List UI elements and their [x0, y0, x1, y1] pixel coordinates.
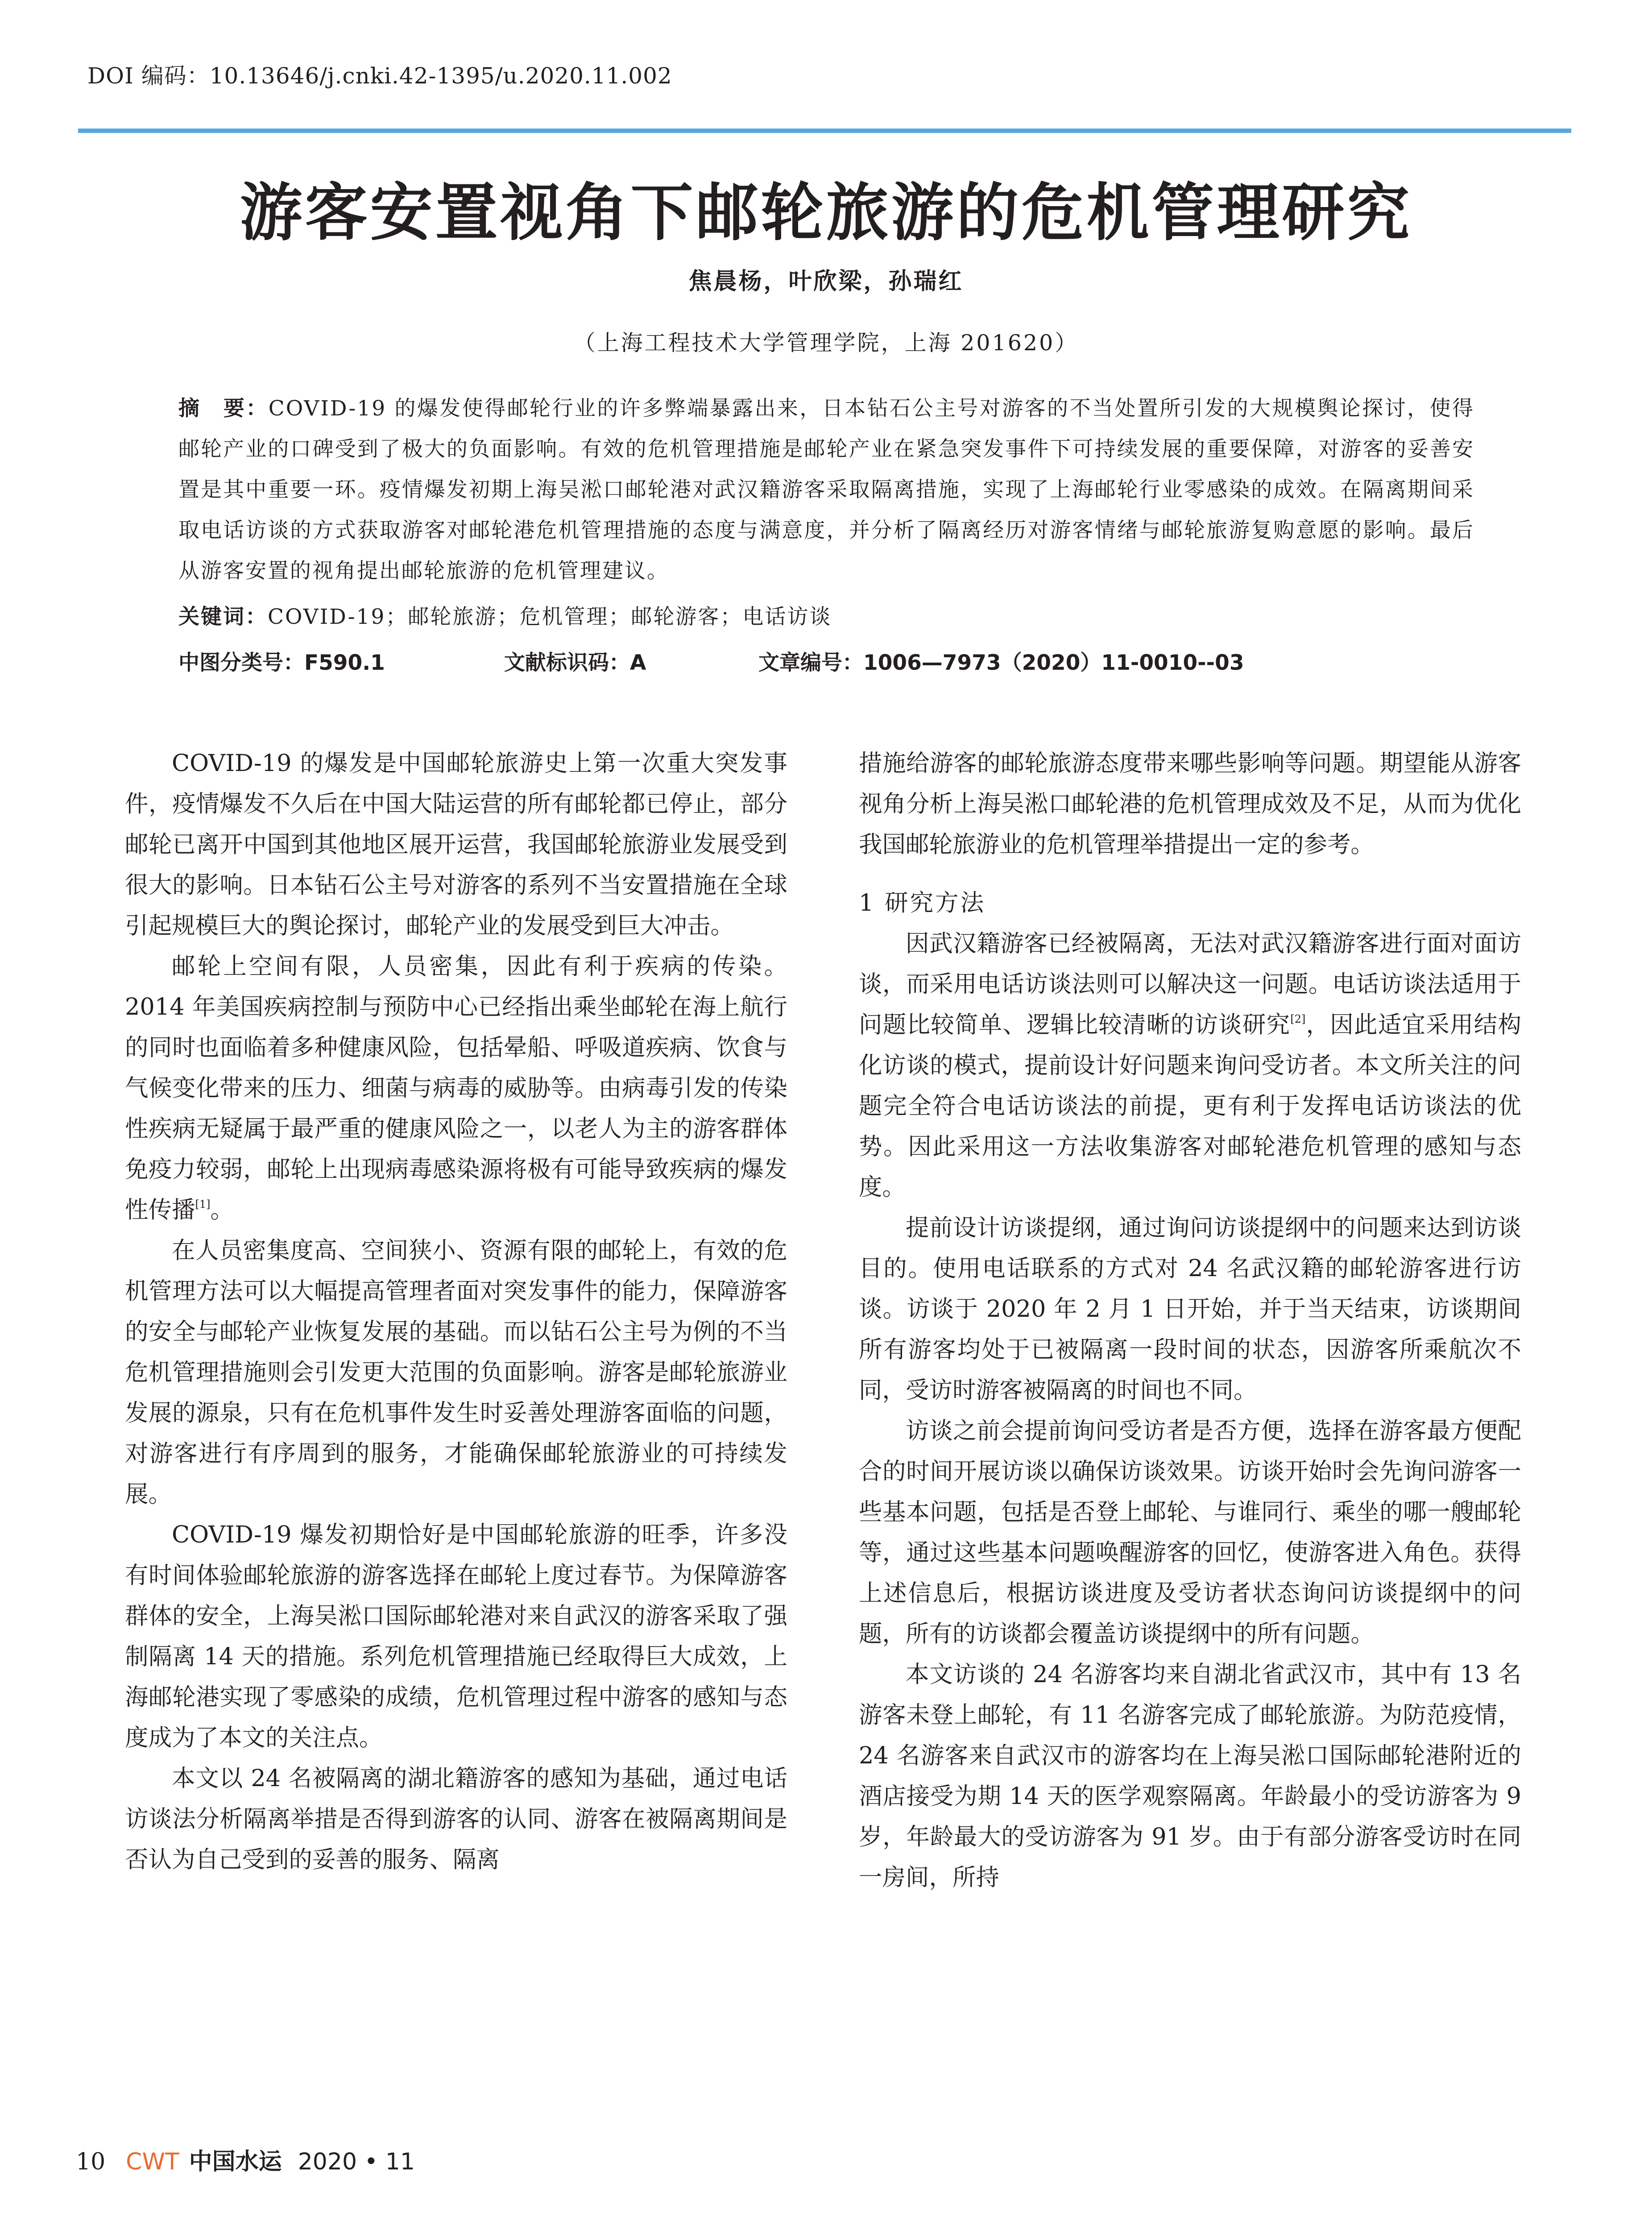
paragraph-text: ，因此适宜采用结构化访谈的模式，提前设计好问题来询问受访者。本文所关注的问题完全符合电话访谈法的前提，更有利于发挥电话访谈法的优势。因此采用这一方法收集游客对邮轮港危机管理的感知与态度。 — [859, 1011, 1521, 1201]
paragraph: 访谈之前会提前询问受访者是否方便，选择在游客最方便配合的时间开展访谈以确保访谈效果。访谈开始时会先询问游客一些基本问题，包括是否登上邮轮、与谁同行、乘坐的哪一艘邮轮等，通过这些基本问题唤醒游客的回忆，使游客进入角色。获得上述信息后，根据访谈进度及受访者状态询问访谈提纲中的问题，所有的访谈都会覆盖访谈提纲中的所有问题。 — [859, 1417, 1521, 1647]
journal-logo: CWT — [126, 2148, 179, 2175]
citation-ref: [2] — [1290, 1013, 1306, 1025]
clc-number: 中图分类号：F590.1 — [178, 651, 385, 675]
paragraph: 措施给游客的邮轮旅游态度带来哪些影响等问题。期望能从游客视角分析上海吴淞口邮轮港的危机管理成效及不足，从而为优化我国邮轮旅游业的危机管理举措提出一定的参考。 — [859, 750, 1521, 858]
authors: 焦晨杨，叶欣梁，孙瑞红 — [688, 268, 964, 295]
article-title: 游客安置视角下邮轮旅游的危机管理研究 — [240, 177, 1412, 249]
abstract — [178, 388, 1474, 591]
abstract-label: 摘 要： — [178, 396, 269, 421]
paragraph: 本文访谈的 24 名游客均来自湖北省武汉市，其中有 13 名游客未登上邮轮，有 11 名游客完成了邮轮旅游。为防范疫情，24 名游客来自武汉市的游客均在上海吴淞口国际邮轮港附近的酒店接受为期 14 天的医学观察隔离。年龄最小的受访游客为 9 岁，年龄最大的受访游客为 91 岁。由于有部分游客受访时在同一房间，所持 — [859, 1661, 1521, 1891]
document-code: 文献标识码：A — [504, 651, 646, 675]
journal-name: 中国水运 — [189, 2148, 282, 2175]
paragraph: COVID-19 的爆发是中国邮轮旅游史上第一次重大突发事件，疫情爆发不久后在中国大陆运营的所有邮轮都已停止，部分邮轮已离开中国到其他地区展开运营，我国邮轮旅游业发展受到很大的影响。日本钻石公主号对游客的系列不当安置措施在全球引起规模巨大的舆论探讨，邮轮产业的发展受到巨大冲击。 — [125, 750, 787, 939]
keywords-label: 关键词： — [178, 605, 268, 629]
doi-header: DOI 编码：10.13646/j.cnki.42-1395/u.2020.11.002 — [87, 63, 672, 89]
issue-label: 2020 • 11 — [298, 2148, 415, 2175]
article-number: 文章编号：1006—7973（2020）11-0010--03 — [758, 651, 1244, 675]
paragraph-text: 因武汉籍游客已经被隔离，无法对武汉籍游客进行面对面访谈，而采用电话访谈法则可以解决这一问题。电话访谈法适用于问题比较简单、逻辑比较清晰的访谈研究 — [859, 930, 1521, 1038]
keywords-text: COVID-19；邮轮旅游；危机管理；邮轮游客；电话访谈 — [268, 605, 832, 629]
paragraph — [859, 923, 1521, 1207]
paragraph: 本文以 24 名被隔离的湖北籍游客的感知为基础，通过电话访谈法分析隔离举措是否得到游客的认同、游客在被隔离期间是否认为自己受到的妥善的服务、隔离 — [125, 1765, 787, 1873]
paragraph-end: 。 — [210, 1196, 234, 1223]
page-footer — [76, 2143, 415, 2176]
paragraph: 提前设计访谈提纲，通过询问访谈提纲中的问题来达到访谈目的。使用电话联系的方式对 24 名武汉籍的邮轮游客进行访谈。访谈于 2020 年 2 月 1 日开始，并于当天结束，访谈期间所有游客均处于已被隔离一段时间的状态，因游客所乘航次不同，受访时游客被隔离的时间也不同。 — [859, 1214, 1521, 1404]
header-rule — [78, 129, 1571, 133]
citation-ref: [1] — [195, 1198, 211, 1211]
body-column-left — [125, 743, 787, 1880]
body-column-right — [859, 743, 1521, 1898]
abstract-text: COVID-19 的爆发使得邮轮行业的许多弊端暴露出来，日本钻石公主号对游客的不当处置所引发的大规模舆论探讨，使得邮轮产业的口碑受到了极大的负面影响。有效的危机管理措施是邮轮产业在紧急突发事件下可持续发展的重要保障，对游客的妥善安置是其中重要一环。疫情爆发初期上海吴淞口邮轮港对武汉籍游客采取隔离措施，实现了上海邮轮行业零感染的成效。在隔离期间采取电话访谈的方式获取游客对邮轮港危机管理措施的态度与满意度，并分析了隔离经历对游客情绪与邮轮旅游复购意愿的影响。最后从游客安置的视角提出邮轮旅游的危机管理建议。 — [178, 396, 1475, 583]
paragraph-text: 邮轮上空间有限，人员密集，因此有利于疾病的传染。2014 年美国疾病控制与预防中心已经指出乘坐邮轮在海上航行的同时也面临着多种健康风险，包括晕船、呼吸道疾病、饮食与气候变化带来的压力、细菌与病毒的威胁等。由病毒引发的传染性疾病无疑属于最严重的健康风险之一，以老人为主的游客群体免疫力较弱，邮轮上出现病毒感染源将极有可能导致疾病的爆发性传播 — [125, 953, 787, 1223]
keywords — [178, 600, 1474, 630]
paragraph: 在人员密集度高、空间狭小、资源有限的邮轮上，有效的危机管理方法可以大幅提高管理者面对突发事件的能力，保障游客的安全与邮轮产业恢复发展的基础。而以钻石公主号为例的不当危机管理措施则会引发更大范围的负面影响。游客是邮轮旅游业发展的源泉，只有在危机事件发生时妥善处理游客面临的问题，对游客进行有序周到的服务，才能确保邮轮旅游业的可持续发展。 — [125, 1237, 787, 1508]
affiliation: （上海工程技术大学管理学院，上海 201620） — [573, 330, 1079, 356]
paragraph: COVID-19 爆发初期恰好是中国邮轮旅游的旺季，许多没有时间体验邮轮旅游的游客选择在邮轮上度过春节。为保障游客群体的安全，上海吴淞口国际邮轮港对来自武汉的游客采取了强制隔离 14 天的措施。系列危机管理措施已经取得巨大成效，上海邮轮港实现了零感染的成绩，危机管理过程中游客的感知与态度成为了本文的关注点。 — [125, 1521, 787, 1751]
section-heading: 1 研究方法 — [859, 889, 986, 916]
page-number: 10 — [76, 2148, 106, 2175]
paragraph — [125, 946, 787, 1230]
